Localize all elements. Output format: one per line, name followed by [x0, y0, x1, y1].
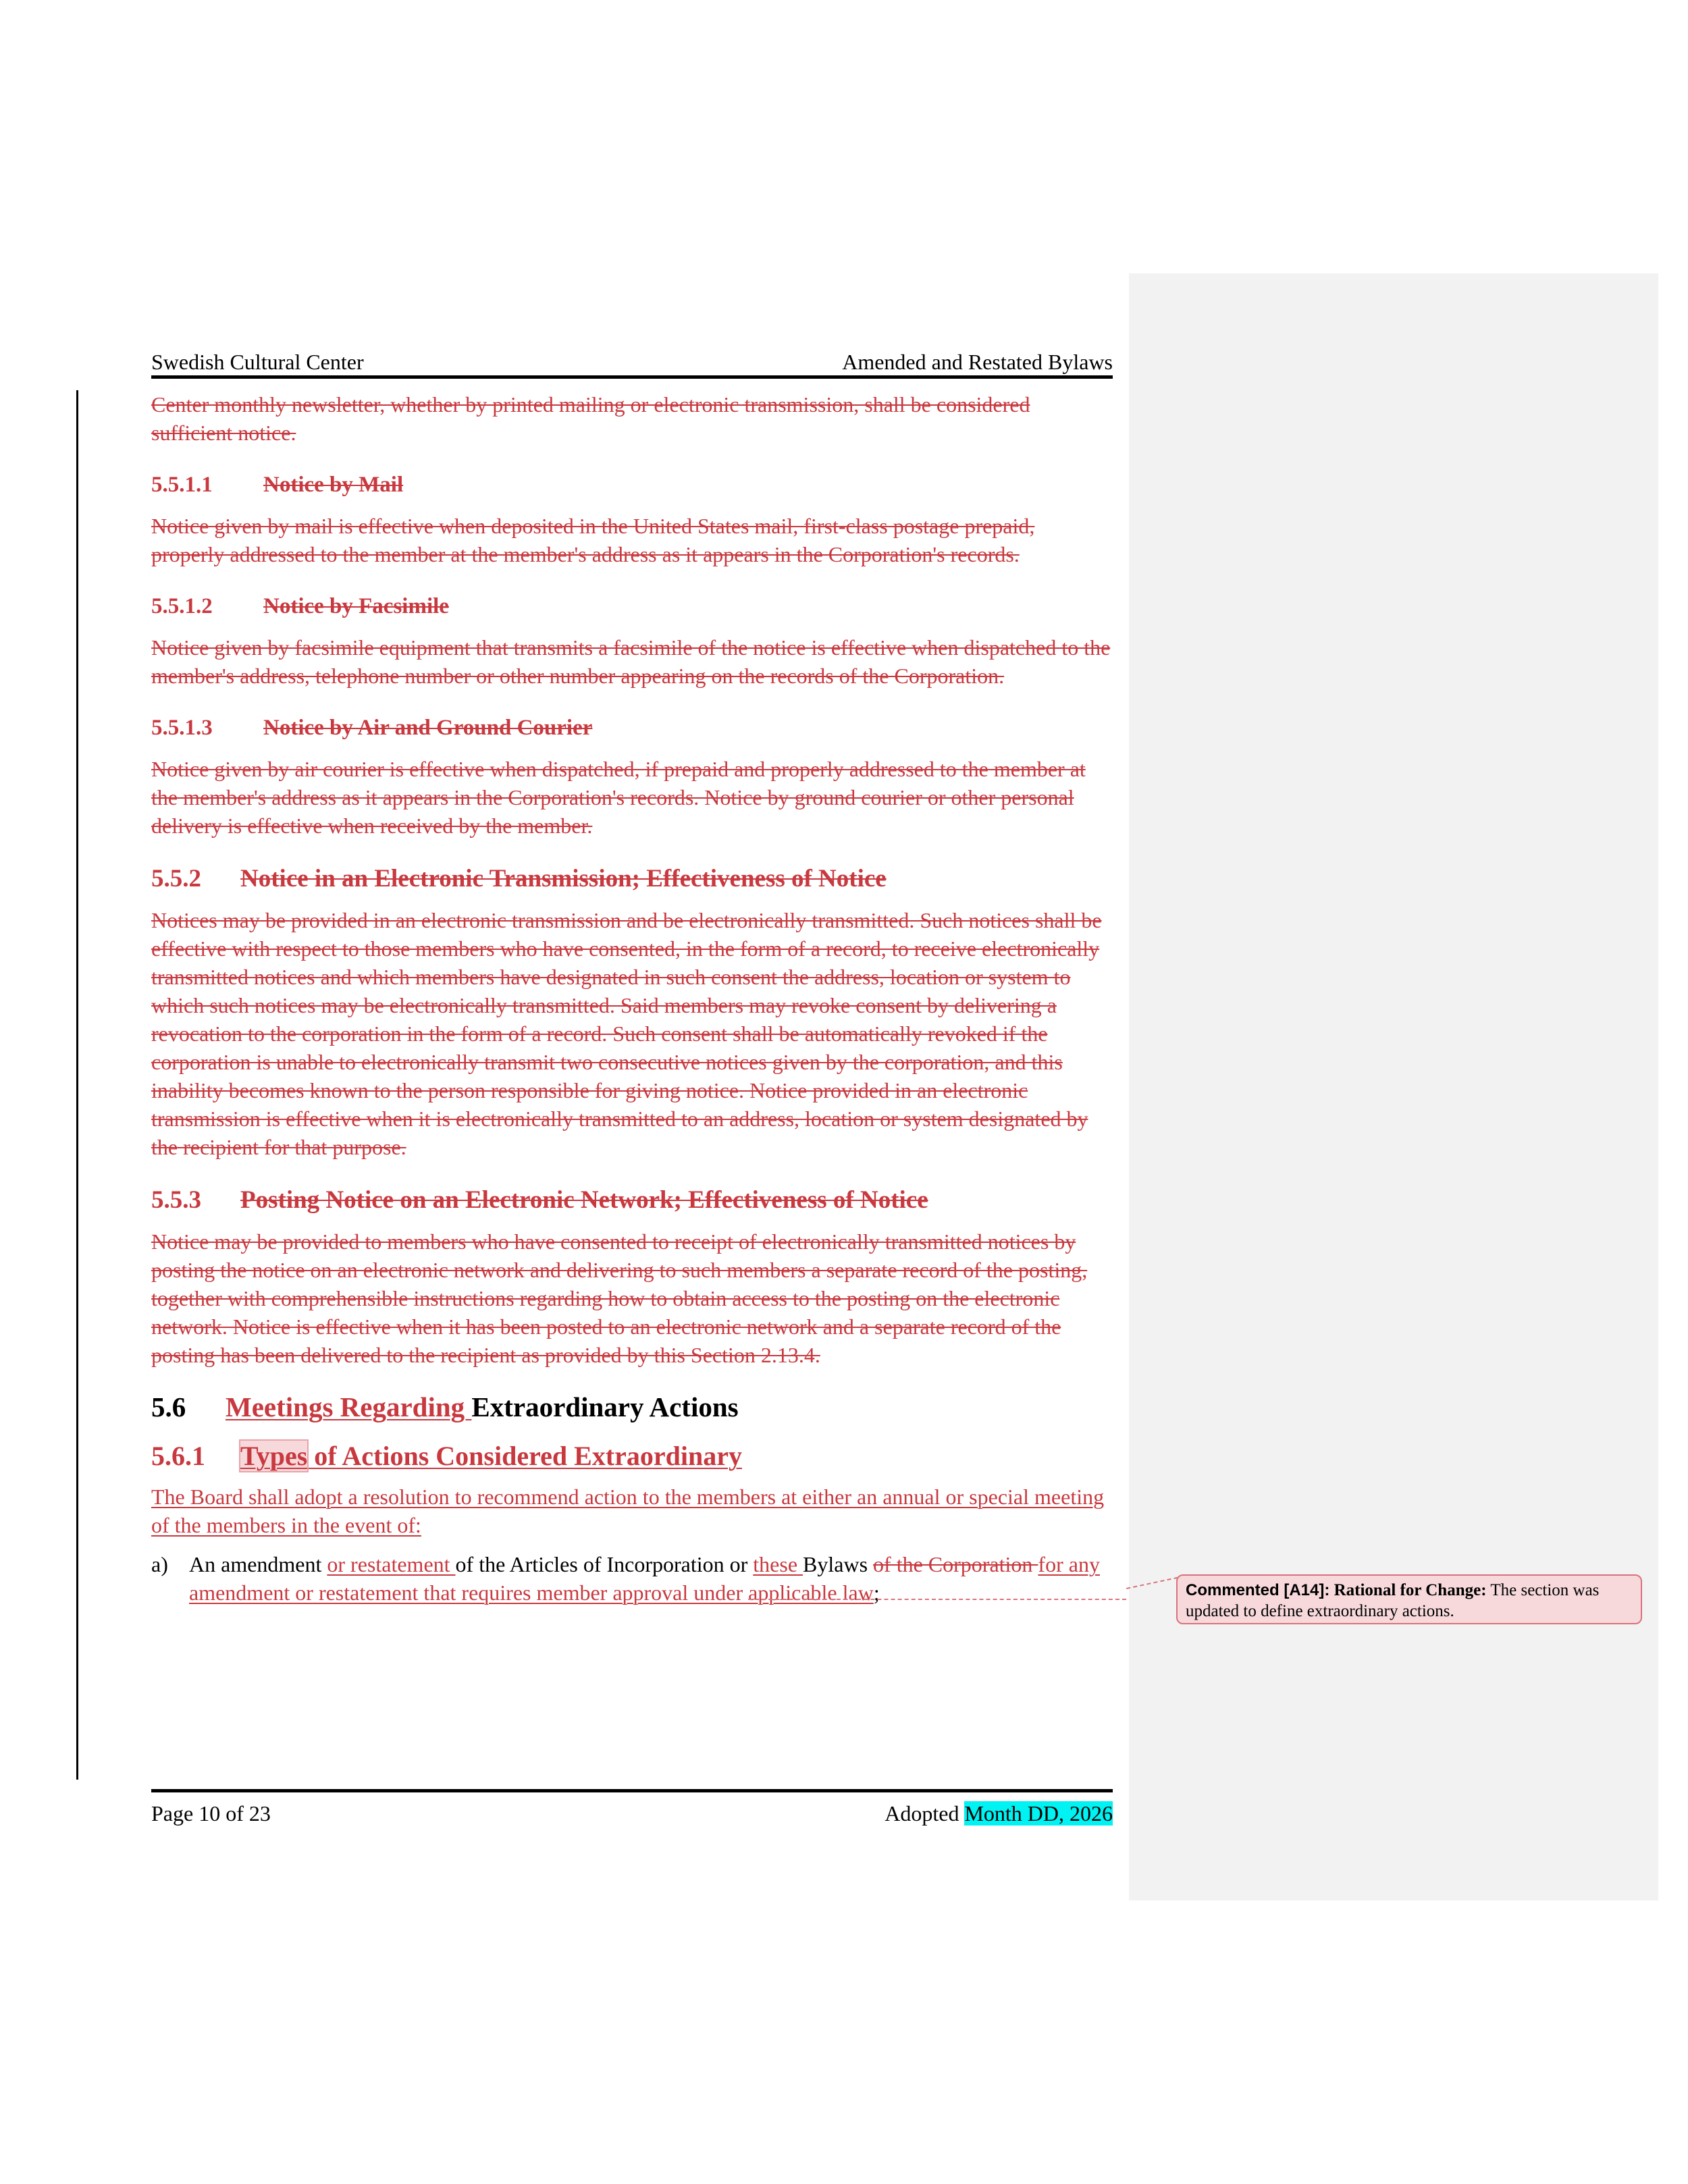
heading-title: Notice by Mail	[263, 473, 404, 497]
item-text: of the Articles of Incorporation or	[455, 1552, 754, 1576]
heading-number: 5.5.1.2	[151, 594, 213, 618]
para-5-5-1-3: Notice given by air courier is effective when dispatched, if prepaid and properly addressed to the member at the member's address as it appears in the Corporation's records. Notice by ground courier or other personal delivery is effective when received by the member.	[151, 757, 1086, 838]
heading-number: 5.6	[151, 1391, 186, 1422]
heading-title: of Actions Considered Extraordinary	[307, 1441, 742, 1471]
header-doc-title: Amended and Restated Bylaws	[842, 350, 1113, 374]
comment-connector-line	[748, 1599, 1126, 1600]
header-rule	[151, 375, 1113, 379]
page-header	[151, 346, 1113, 375]
comment-anchor[interactable]: Types	[240, 1441, 308, 1471]
change-bar	[76, 390, 78, 1780]
intro-deleted-text: Center monthly newsletter, whether by printed mailing or electronic transmission, shall be considered sufficient notice.	[151, 392, 1030, 445]
heading-number: 5.5.1.3	[151, 716, 213, 740]
inserted-text: these	[753, 1552, 803, 1576]
item-text: An amendment	[189, 1552, 327, 1576]
heading-number: 5.5.1.1	[151, 473, 213, 497]
page-number: Page 10 of 23	[151, 1801, 271, 1826]
para-5-5-1-2: Notice given by facsimile equipment that transmits a facsimile of the notice is effective when dispatched to the member's address, telephone number or other number appearing on the records of the Corporation.	[151, 635, 1111, 688]
inserted-text: for any amendment or restatement that requires member approval under applicable law	[189, 1552, 1100, 1605]
document-body[interactable]	[151, 390, 1113, 1607]
heading-title: Notice in an Electronic Transmission; Effectiveness of Notice	[240, 865, 887, 893]
para-5-5-3: Notice may be provided to members who have consented to receipt of electronically transmitted notices by posting the notice on an electronic network and delivering to such members a separate record of the posting, together with comprehensible instructions regarding how to obtain access to the posting on the electronic network. Notice is effective when it has been posted to an electronic network and a separate record of the posting has been delivered to the recipient as provided by this Section 2.13.4.	[151, 1229, 1088, 1367]
heading-number: 5.5.3	[151, 1186, 201, 1214]
para-5-6-1: The Board shall adopt a resolution to recommend action to the members at either an annual or special meeting of the members in the event of:	[151, 1485, 1105, 1537]
comment-margin-pane	[1129, 273, 1658, 1900]
para-5-5-1-1: Notice given by mail is effective when deposited in the United States mail, first-class postage prepaid, properly addressed to the member at the member's address as it appears in the Corporation's records.	[151, 514, 1035, 566]
heading-5-6-1	[151, 1441, 1113, 1472]
heading-title: Notice by Facsimile	[263, 594, 449, 618]
heading-title: Notice by Air and Ground Courier	[263, 716, 593, 740]
list-marker: a)	[151, 1552, 168, 1576]
heading-title: Posting Notice on an Electronic Network; Effectiveness of Notice	[240, 1186, 928, 1214]
heading-5-5-2	[151, 864, 1113, 894]
heading-5-6	[151, 1391, 1113, 1423]
page-footer	[151, 1796, 1113, 1827]
comment-label: Commented [A14]:	[1186, 1581, 1330, 1599]
heading-number: 5.5.2	[151, 865, 201, 893]
heading-5-5-1-2	[151, 593, 1113, 620]
para-5-5-2: Notices may be provided in an electronic transmission and be electronically transmitted. Such notices shall be effective with respect to those members who have consented, in the form of a record, to receive electronically transmitted notices and which members have designated in such consent the address, location or system to which such notices may be electronically transmitted. Said members may revoke consent by delivering a revocation to the corporation in the form of a record. Such consent shall be automatically revoked if the corporation is unable to electronically transmit two consecutive notices given by the corporation, and this inability becomes known to the person responsible for giving notice. Notice provided in an electronic transmission is effective when it is electronically transmitted to an address, location or system designated by the recipient for that purpose.	[151, 908, 1102, 1159]
heading-5-5-3	[151, 1186, 1113, 1215]
inserted-text: Meetings Regarding	[226, 1391, 472, 1422]
adopted-date: Month DD, 2026	[964, 1801, 1113, 1826]
deleted-text: of the Corporation	[873, 1552, 1038, 1576]
comment-balloon[interactable]	[1176, 1574, 1642, 1624]
adopted-line	[885, 1801, 1113, 1826]
footer-rule	[151, 1789, 1113, 1792]
item-text: Bylaws	[803, 1552, 874, 1576]
header-org: Swedish Cultural Center	[151, 350, 364, 374]
item-text: ;	[873, 1580, 880, 1605]
heading-5-5-1-1	[151, 471, 1113, 498]
heading-number: 5.6.1	[151, 1441, 205, 1471]
adopted-label: Adopted	[885, 1801, 965, 1826]
inserted-text: or restatement	[327, 1552, 456, 1576]
heading-title: Extraordinary Actions	[471, 1391, 739, 1422]
comment-text: The section was updated to define extraordinary actions.	[1186, 1581, 1600, 1620]
comment-title: Rational for Change:	[1334, 1581, 1487, 1599]
heading-5-5-1-3	[151, 714, 1113, 741]
